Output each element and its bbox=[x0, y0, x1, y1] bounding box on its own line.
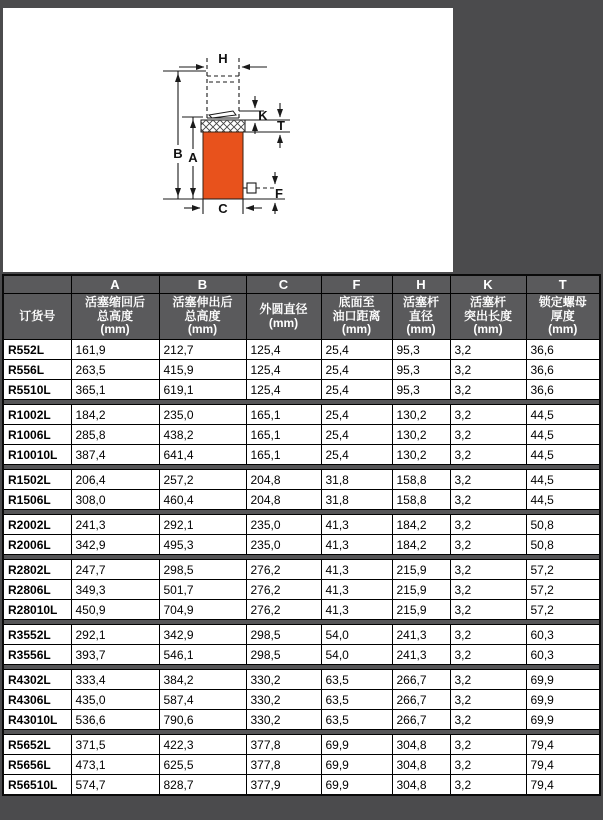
column-letter-A: A bbox=[71, 275, 159, 294]
model-cell: R10010L bbox=[3, 445, 71, 465]
value-cell: 3,2 bbox=[450, 340, 526, 360]
value-cell: 204,8 bbox=[246, 470, 321, 490]
column-header-3: 外圆直径 (mm) bbox=[246, 294, 321, 340]
value-cell: 3,2 bbox=[450, 690, 526, 710]
model-cell: R1006L bbox=[3, 425, 71, 445]
value-cell: 276,2 bbox=[246, 600, 321, 620]
table-row-R3556L bbox=[3, 645, 600, 665]
column-letter-T: T bbox=[526, 275, 600, 294]
value-cell: 184,2 bbox=[392, 535, 450, 555]
value-cell: 235,0 bbox=[246, 535, 321, 555]
value-cell: 3,2 bbox=[450, 755, 526, 775]
value-cell: 435,0 bbox=[71, 690, 159, 710]
column-letter-row bbox=[3, 275, 600, 294]
value-cell: 298,5 bbox=[159, 560, 246, 580]
value-cell: 25,4 bbox=[321, 445, 392, 465]
value-cell: 304,8 bbox=[392, 755, 450, 775]
value-cell: 330,2 bbox=[246, 670, 321, 690]
corner-cell bbox=[3, 275, 71, 294]
value-cell: 3,2 bbox=[450, 515, 526, 535]
value-cell: 165,1 bbox=[246, 405, 321, 425]
table-row-R556L bbox=[3, 360, 600, 380]
value-cell: 206,4 bbox=[71, 470, 159, 490]
value-cell: 215,9 bbox=[392, 600, 450, 620]
value-cell: 365,1 bbox=[71, 380, 159, 400]
value-cell: 3,2 bbox=[450, 580, 526, 600]
value-cell: 95,3 bbox=[392, 360, 450, 380]
value-cell: 266,7 bbox=[392, 710, 450, 730]
value-cell: 215,9 bbox=[392, 560, 450, 580]
value-cell: 266,7 bbox=[392, 690, 450, 710]
value-cell: 247,7 bbox=[71, 560, 159, 580]
value-cell: 235,0 bbox=[159, 405, 246, 425]
value-cell: 212,7 bbox=[159, 340, 246, 360]
value-cell: 241,3 bbox=[71, 515, 159, 535]
value-cell: 3,2 bbox=[450, 775, 526, 796]
value-cell: 298,5 bbox=[246, 645, 321, 665]
dim-label-h: H bbox=[218, 51, 228, 66]
value-cell: 3,2 bbox=[450, 380, 526, 400]
value-cell: 44,5 bbox=[526, 490, 600, 510]
value-cell: 95,3 bbox=[392, 340, 450, 360]
value-cell: 377,9 bbox=[246, 775, 321, 796]
value-cell: 342,9 bbox=[71, 535, 159, 555]
value-cell: 501,7 bbox=[159, 580, 246, 600]
value-cell: 204,8 bbox=[246, 490, 321, 510]
value-cell: 330,2 bbox=[246, 690, 321, 710]
model-cell: R5510L bbox=[3, 380, 71, 400]
cylinder-body bbox=[203, 132, 243, 199]
value-cell: 304,8 bbox=[392, 775, 450, 796]
table-row-R56510L bbox=[3, 775, 600, 796]
table-row-R5652L bbox=[3, 735, 600, 755]
model-cell: R2006L bbox=[3, 535, 71, 555]
value-cell: 241,3 bbox=[392, 625, 450, 645]
value-cell: 215,9 bbox=[392, 580, 450, 600]
value-cell: 44,5 bbox=[526, 445, 600, 465]
table-row-R2802L bbox=[3, 560, 600, 580]
value-cell: 3,2 bbox=[450, 600, 526, 620]
dim-label-b: B bbox=[173, 146, 183, 161]
value-cell: 377,8 bbox=[246, 735, 321, 755]
value-cell: 54,0 bbox=[321, 645, 392, 665]
model-cell: R3556L bbox=[3, 645, 71, 665]
value-cell: 546,1 bbox=[159, 645, 246, 665]
value-cell: 384,2 bbox=[159, 670, 246, 690]
value-cell: 292,1 bbox=[71, 625, 159, 645]
table-row-R5656L bbox=[3, 755, 600, 775]
value-cell: 69,9 bbox=[526, 670, 600, 690]
value-cell: 298,5 bbox=[246, 625, 321, 645]
value-cell: 342,9 bbox=[159, 625, 246, 645]
model-cell: R552L bbox=[3, 340, 71, 360]
table-row-R2806L bbox=[3, 580, 600, 600]
table-row-R28010L bbox=[3, 600, 600, 620]
value-cell: 57,2 bbox=[526, 580, 600, 600]
table-row-R43010L bbox=[3, 710, 600, 730]
value-cell: 69,9 bbox=[526, 710, 600, 730]
dim-label-c: C bbox=[218, 201, 228, 216]
value-cell: 41,3 bbox=[321, 560, 392, 580]
value-cell: 130,2 bbox=[392, 445, 450, 465]
value-cell: 276,2 bbox=[246, 580, 321, 600]
value-cell: 130,2 bbox=[392, 425, 450, 445]
value-cell: 308,0 bbox=[71, 490, 159, 510]
value-cell: 63,5 bbox=[321, 690, 392, 710]
value-cell: 285,8 bbox=[71, 425, 159, 445]
value-cell: 828,7 bbox=[159, 775, 246, 796]
model-cell: R4302L bbox=[3, 670, 71, 690]
value-cell: 63,5 bbox=[321, 710, 392, 730]
column-letter-F: F bbox=[321, 275, 392, 294]
value-cell: 3,2 bbox=[450, 425, 526, 445]
spec-table bbox=[2, 274, 601, 796]
column-header-4: 底面至 油口距离 (mm) bbox=[321, 294, 392, 340]
table-row-R10010L bbox=[3, 445, 600, 465]
value-cell: 69,9 bbox=[321, 755, 392, 775]
value-cell: 574,7 bbox=[71, 775, 159, 796]
table-row-R5510L bbox=[3, 380, 600, 400]
value-cell: 3,2 bbox=[450, 535, 526, 555]
value-cell: 473,1 bbox=[71, 755, 159, 775]
value-cell: 536,6 bbox=[71, 710, 159, 730]
column-letter-K: K bbox=[450, 275, 526, 294]
value-cell: 371,5 bbox=[71, 735, 159, 755]
value-cell: 165,1 bbox=[246, 445, 321, 465]
table-row-R2002L bbox=[3, 515, 600, 535]
model-cell: R28010L bbox=[3, 600, 71, 620]
column-header-7: 锁定螺母 厚度 (mm) bbox=[526, 294, 600, 340]
model-cell: R1506L bbox=[3, 490, 71, 510]
value-cell: 25,4 bbox=[321, 360, 392, 380]
value-cell: 31,8 bbox=[321, 490, 392, 510]
diagram-panel bbox=[3, 8, 453, 272]
value-cell: 415,9 bbox=[159, 360, 246, 380]
dim-label-k: K bbox=[258, 108, 268, 123]
value-cell: 41,3 bbox=[321, 600, 392, 620]
value-cell: 44,5 bbox=[526, 425, 600, 445]
value-cell: 69,9 bbox=[321, 735, 392, 755]
value-cell: 31,8 bbox=[321, 470, 392, 490]
dim-label-a: A bbox=[188, 150, 198, 165]
value-cell: 292,1 bbox=[159, 515, 246, 535]
value-cell: 41,3 bbox=[321, 535, 392, 555]
value-cell: 95,3 bbox=[392, 380, 450, 400]
value-cell: 3,2 bbox=[450, 625, 526, 645]
value-cell: 450,9 bbox=[71, 600, 159, 620]
value-cell: 235,0 bbox=[246, 515, 321, 535]
value-cell: 619,1 bbox=[159, 380, 246, 400]
column-letter-C: C bbox=[246, 275, 321, 294]
value-cell: 387,4 bbox=[71, 445, 159, 465]
value-cell: 63,5 bbox=[321, 670, 392, 690]
value-cell: 50,8 bbox=[526, 515, 600, 535]
model-cell: R556L bbox=[3, 360, 71, 380]
value-cell: 241,3 bbox=[392, 645, 450, 665]
column-header-6: 活塞杆 突出长度 (mm) bbox=[450, 294, 526, 340]
value-cell: 125,4 bbox=[246, 380, 321, 400]
value-cell: 130,2 bbox=[392, 405, 450, 425]
model-cell: R5656L bbox=[3, 755, 71, 775]
column-header-2: 活塞伸出后 总高度 (mm) bbox=[159, 294, 246, 340]
value-cell: 161,9 bbox=[71, 340, 159, 360]
model-cell: R2002L bbox=[3, 515, 71, 535]
value-cell: 36,6 bbox=[526, 380, 600, 400]
value-cell: 50,8 bbox=[526, 535, 600, 555]
value-cell: 3,2 bbox=[450, 560, 526, 580]
column-letter-B: B bbox=[159, 275, 246, 294]
dim-label-f: F bbox=[275, 186, 283, 201]
value-cell: 3,2 bbox=[450, 405, 526, 425]
model-cell: R2806L bbox=[3, 580, 71, 600]
value-cell: 641,4 bbox=[159, 445, 246, 465]
column-header-row bbox=[3, 294, 600, 340]
table-row-R4302L bbox=[3, 670, 600, 690]
value-cell: 3,2 bbox=[450, 710, 526, 730]
table-row-R3552L bbox=[3, 625, 600, 645]
value-cell: 790,6 bbox=[159, 710, 246, 730]
value-cell: 3,2 bbox=[450, 735, 526, 755]
value-cell: 3,2 bbox=[450, 470, 526, 490]
spec-table-body bbox=[3, 275, 600, 795]
value-cell: 266,7 bbox=[392, 670, 450, 690]
value-cell: 60,3 bbox=[526, 625, 600, 645]
table-row-R1002L bbox=[3, 405, 600, 425]
value-cell: 41,3 bbox=[321, 580, 392, 600]
model-cell: R3552L bbox=[3, 625, 71, 645]
value-cell: 25,4 bbox=[321, 340, 392, 360]
value-cell: 54,0 bbox=[321, 625, 392, 645]
table-row-R1502L bbox=[3, 470, 600, 490]
value-cell: 44,5 bbox=[526, 405, 600, 425]
value-cell: 257,2 bbox=[159, 470, 246, 490]
value-cell: 625,5 bbox=[159, 755, 246, 775]
value-cell: 3,2 bbox=[450, 670, 526, 690]
value-cell: 125,4 bbox=[246, 340, 321, 360]
value-cell: 333,4 bbox=[71, 670, 159, 690]
table-row-R1006L bbox=[3, 425, 600, 445]
value-cell: 3,2 bbox=[450, 445, 526, 465]
value-cell: 79,4 bbox=[526, 775, 600, 796]
value-cell: 3,2 bbox=[450, 645, 526, 665]
model-cell: R1002L bbox=[3, 405, 71, 425]
value-cell: 330,2 bbox=[246, 710, 321, 730]
value-cell: 79,4 bbox=[526, 755, 600, 775]
column-header-0: 订货号 bbox=[3, 294, 71, 340]
value-cell: 25,4 bbox=[321, 405, 392, 425]
value-cell: 25,4 bbox=[321, 425, 392, 445]
value-cell: 184,2 bbox=[71, 405, 159, 425]
value-cell: 36,6 bbox=[526, 360, 600, 380]
value-cell: 69,9 bbox=[321, 775, 392, 796]
value-cell: 184,2 bbox=[392, 515, 450, 535]
column-header-5: 活塞杆 直径 (mm) bbox=[392, 294, 450, 340]
model-cell: R1502L bbox=[3, 470, 71, 490]
value-cell: 125,4 bbox=[246, 360, 321, 380]
value-cell: 41,3 bbox=[321, 515, 392, 535]
value-cell: 158,8 bbox=[392, 470, 450, 490]
value-cell: 263,5 bbox=[71, 360, 159, 380]
model-cell: R5652L bbox=[3, 735, 71, 755]
value-cell: 460,4 bbox=[159, 490, 246, 510]
table-row-R1506L bbox=[3, 490, 600, 510]
value-cell: 57,2 bbox=[526, 600, 600, 620]
value-cell: 422,3 bbox=[159, 735, 246, 755]
value-cell: 60,3 bbox=[526, 645, 600, 665]
table-row-R2006L bbox=[3, 535, 600, 555]
spec-table-container bbox=[2, 274, 601, 796]
table-row-R4306L bbox=[3, 690, 600, 710]
model-cell: R2802L bbox=[3, 560, 71, 580]
value-cell: 44,5 bbox=[526, 470, 600, 490]
value-cell: 393,7 bbox=[71, 645, 159, 665]
value-cell: 165,1 bbox=[246, 425, 321, 445]
dim-label-t: T bbox=[277, 118, 285, 133]
value-cell: 79,4 bbox=[526, 735, 600, 755]
cylinder-dimension-diagram bbox=[3, 8, 453, 272]
model-cell: R4306L bbox=[3, 690, 71, 710]
value-cell: 3,2 bbox=[450, 360, 526, 380]
value-cell: 495,3 bbox=[159, 535, 246, 555]
model-cell: R56510L bbox=[3, 775, 71, 796]
value-cell: 349,3 bbox=[71, 580, 159, 600]
table-row-R552L bbox=[3, 340, 600, 360]
model-cell: R43010L bbox=[3, 710, 71, 730]
column-letter-H: H bbox=[392, 275, 450, 294]
value-cell: 3,2 bbox=[450, 490, 526, 510]
value-cell: 304,8 bbox=[392, 735, 450, 755]
value-cell: 438,2 bbox=[159, 425, 246, 445]
value-cell: 276,2 bbox=[246, 560, 321, 580]
value-cell: 587,4 bbox=[159, 690, 246, 710]
value-cell: 377,8 bbox=[246, 755, 321, 775]
value-cell: 57,2 bbox=[526, 560, 600, 580]
value-cell: 158,8 bbox=[392, 490, 450, 510]
value-cell: 36,6 bbox=[526, 340, 600, 360]
value-cell: 69,9 bbox=[526, 690, 600, 710]
value-cell: 25,4 bbox=[321, 380, 392, 400]
column-header-1: 活塞缩回后 总高度 (mm) bbox=[71, 294, 159, 340]
value-cell: 704,9 bbox=[159, 600, 246, 620]
